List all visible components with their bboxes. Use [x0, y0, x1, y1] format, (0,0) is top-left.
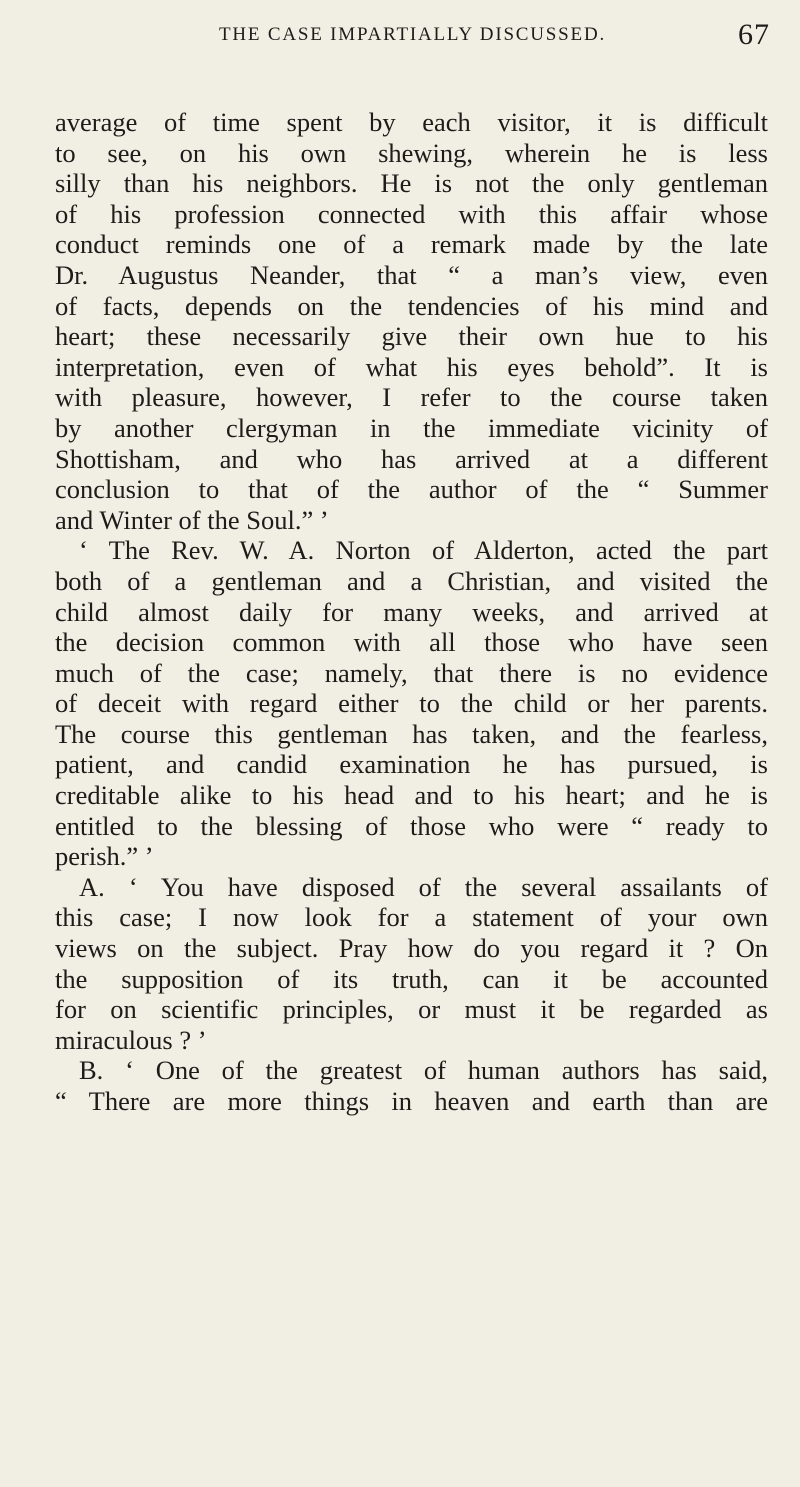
- text-line: miraculous ? ’: [55, 1024, 207, 1055]
- text-line: conduct reminds one of a remark made by the late: [55, 229, 768, 260]
- page-number: 67: [738, 18, 770, 51]
- text-line: The course this gentleman has taken, and the fearless,: [55, 718, 768, 749]
- text-line: much of the case; namely, that there is no evidence: [55, 657, 768, 688]
- running-title: THE CASE IMPARTIALLY DISCUSSED.: [218, 24, 607, 45]
- text-line: by another clergyman in the immediate vicinity of: [55, 412, 768, 443]
- text-line: heart; these necessarily give their own hue to his: [55, 321, 768, 352]
- text-line: of deceit with regard either to the child or her parents.: [55, 688, 768, 719]
- text-line: Dr. Augustus Neander, that “ a man’s view, even: [55, 259, 768, 290]
- text-line: of facts, depends on the tendencies of his mind and: [55, 290, 768, 321]
- text-line: with pleasure, however, I refer to the course taken: [55, 382, 768, 413]
- text-line: the decision common with all those who have seen: [55, 627, 768, 658]
- text-line: of his profession connected with this affair whose: [55, 198, 768, 229]
- text-line: this case; I now look for a statement of your own: [55, 902, 768, 933]
- text-line: A. ‘ You have disposed of the several assailants of: [79, 871, 768, 902]
- text-line: perish.” ’: [55, 841, 154, 872]
- text-line: silly than his neighbors. He is not the only gentleman: [55, 168, 768, 199]
- text-line: for on scientific principles, or must it be regarded as: [55, 994, 768, 1025]
- text-line: patient, and candid examination he has pursued, is: [55, 749, 768, 780]
- text-line: to see, on his own shewing, wherein he is less: [55, 137, 768, 168]
- text-line: conclusion to that of the author of the “ Summer: [55, 474, 768, 505]
- text-line: views on the subject. Pray how do you regard it ? On: [55, 933, 768, 964]
- text-line: interpretation, even of what his eyes behold”. It is: [55, 351, 768, 382]
- text-line: both of a gentleman and a Christian, and visited the: [55, 565, 768, 596]
- text-line: “ There are more things in heaven and earth than are: [55, 1086, 768, 1116]
- running-head: [55, 18, 770, 58]
- text-line: entitled to the blessing of those who were “ ready to: [55, 810, 768, 841]
- text-line: child almost daily for many weeks, and arrived at: [55, 596, 768, 627]
- text-line: Shottisham, and who has arrived at a different: [55, 443, 768, 474]
- text-line: B. ‘ One of the greatest of human authors has said,: [79, 1055, 768, 1086]
- text-line: creditable alike to his head and to his heart; and he is: [55, 780, 768, 811]
- text-line: the supposition of its truth, can it be accounted: [55, 963, 768, 994]
- text-line: average of time spent by each visitor, it is difficult: [55, 107, 768, 137]
- text-line: and Winter of the Soul.” ’: [55, 504, 329, 535]
- text-line: ‘ The Rev. W. A. Norton of Alderton, acted the part: [79, 535, 768, 566]
- body-text: [55, 107, 768, 1117]
